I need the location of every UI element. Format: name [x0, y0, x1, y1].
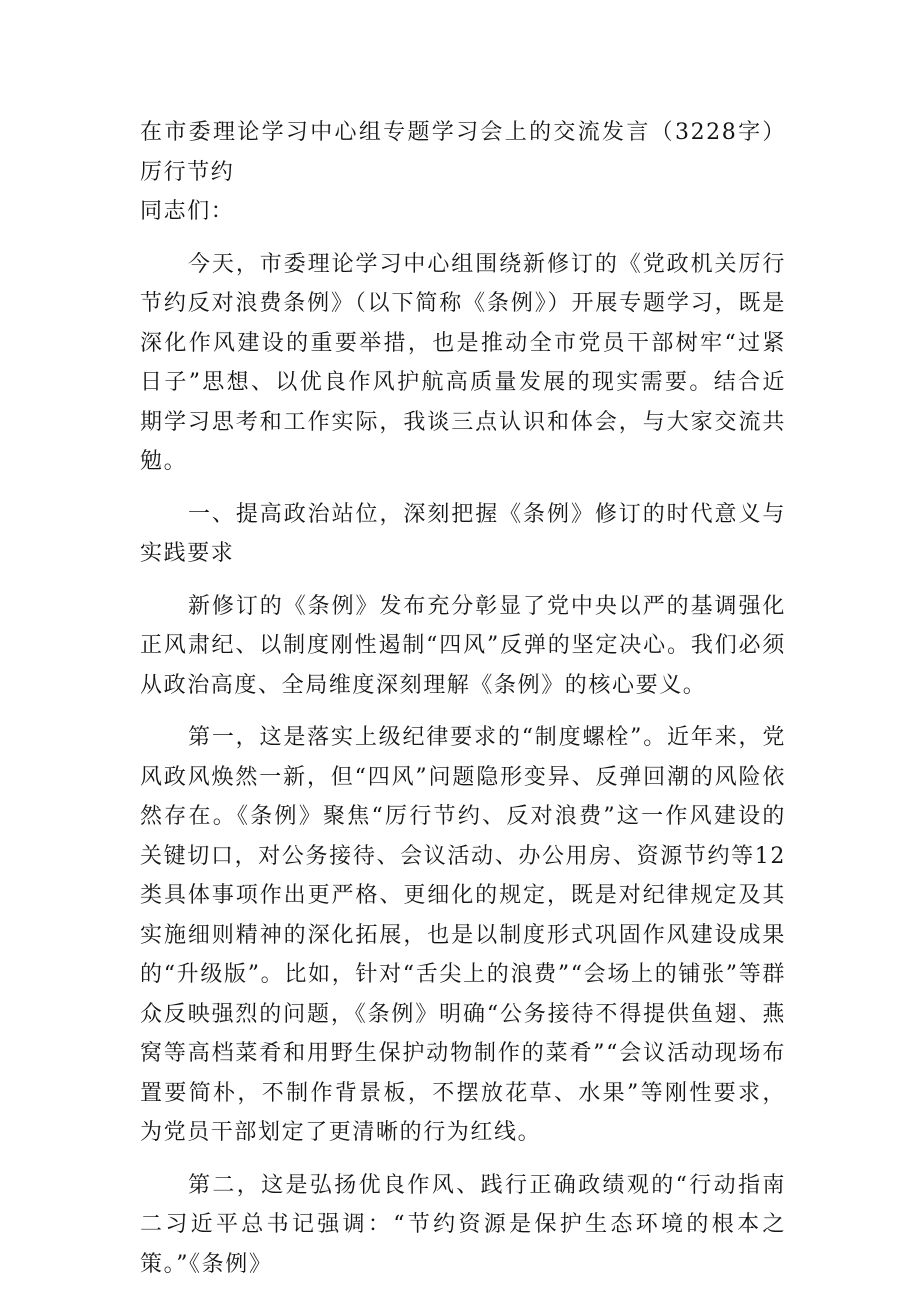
paragraph-point-1: 第一，这是落实上级纪律要求的“制度螺栓”。近年来，党风政风焕然一新，但“四风”问题隐形变异、反弹回潮的风险依然存在。《条例》聚焦“厉行节约、反对浪费”这一作风建设的关键切口，对公务接待、会议活动、办公用房、资源节约等12类具体事项作出更严格、更细化的规定，既是对纪律规定及其实施细则精神的深化拓展，也是以制度形式巩固作风建设成果的“升级版”。比如，针对“舌尖上的浪费”“会场上的铺张”等群众反映强烈的问题，《条例》明确“公务接待不得提供鱼翅、燕窝等高档菜肴和用野生保护动物制作的菜肴”“会议活动现场布置要简朴，不制作背景板，不摆放花草、水果”等刚性要求，为党员干部划定了更清晰的行为红线。	[140, 725, 786, 1145]
salutation: 同志们：	[140, 199, 235, 224]
paragraph-section-1-intro: 新修订的《条例》发布充分彰显了党中央以严的基调强化正风肃纪、以制度刚性遏制“四风”反弹的坚定决心。我们必须从政治高度、全局维度深刻理解《条例》的核心要义。	[140, 593, 786, 698]
section-heading-1: 一、提高政治站位，深刻把握《条例》修订的时代意义与实践要求	[140, 501, 786, 566]
paragraph-point-2: 第二，这是弘扬优良作风、践行正确政绩观的“行动指南二习近平总书记强调：“节约资源是保护生态环境的根本之策。”《条例》	[140, 1172, 786, 1277]
paragraph-intro: 今天，市委理论学习中心组围绕新修订的《党政机关厉行节约反对浪费条例》（以下简称《条例》）开展专题学习，既是深化作风建设的重要举措，也是推动全市党员干部树牢“过紧日子”思想、以优良作风护航高质量发展的现实需要。结合近期学习思考和工作实际，我谈三点认识和体会，与大家交流共勉。	[140, 251, 786, 474]
document-body	[140, 113, 786, 1284]
document-title-line: 在市委理论学习中心组专题学习会上的交流发言（3228字）厉行节约	[140, 120, 786, 185]
